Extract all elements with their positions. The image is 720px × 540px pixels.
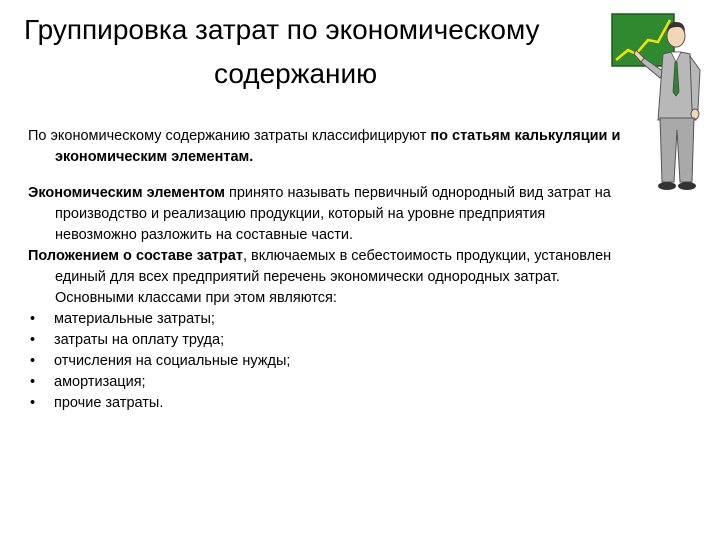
composition-text: , включаемых в себестоимость продукции, установлен единый для всех предприятий перечень экономически однородных затрат. Основными классами при этом являются:: [55, 248, 612, 306]
elements-term: Экономическим элементом: [28, 185, 225, 201]
bullet-icon: •: [30, 353, 36, 369]
list-item: [28, 309, 628, 330]
bullet-icon: •: [30, 395, 36, 411]
list-item: [28, 393, 628, 414]
composition-term: Положением о составе затрат: [28, 248, 243, 264]
bullet-icon: •: [30, 311, 36, 327]
slide-title-line-2: содержанию: [214, 58, 378, 89]
elements-text: принято называть первичный однородный вид затрат на производство и реализацию продукции, который на уровне предприятия невозможно разложить на составные части.: [55, 185, 611, 243]
elements-paragraph: [28, 183, 628, 246]
list-item-text: прочие затраты.: [54, 395, 164, 411]
intro-paragraph: [28, 126, 628, 168]
list-item-text: материальные затраты;: [54, 311, 215, 327]
list-item: [28, 372, 628, 393]
bullet-icon: •: [30, 332, 36, 348]
bullet-icon: •: [30, 374, 36, 390]
list-item-text: амортизация;: [54, 374, 146, 390]
list-item-text: отчисления на социальные нужды;: [54, 353, 291, 369]
slide-body: [28, 126, 628, 414]
cost-classes-list: [28, 309, 628, 414]
list-item: [28, 330, 628, 351]
slide-title: [14, 8, 604, 96]
intro-bold: по статьям калькуляции и экономическим элементам.: [55, 128, 621, 165]
composition-paragraph: [28, 246, 628, 309]
list-item: [28, 351, 628, 372]
list-item-text: затраты на оплату труда;: [54, 332, 225, 348]
intro-text: По экономическому содержанию затраты классифицируют: [28, 128, 431, 144]
slide-title-line-1: Группировка затрат по экономическому: [24, 14, 540, 45]
